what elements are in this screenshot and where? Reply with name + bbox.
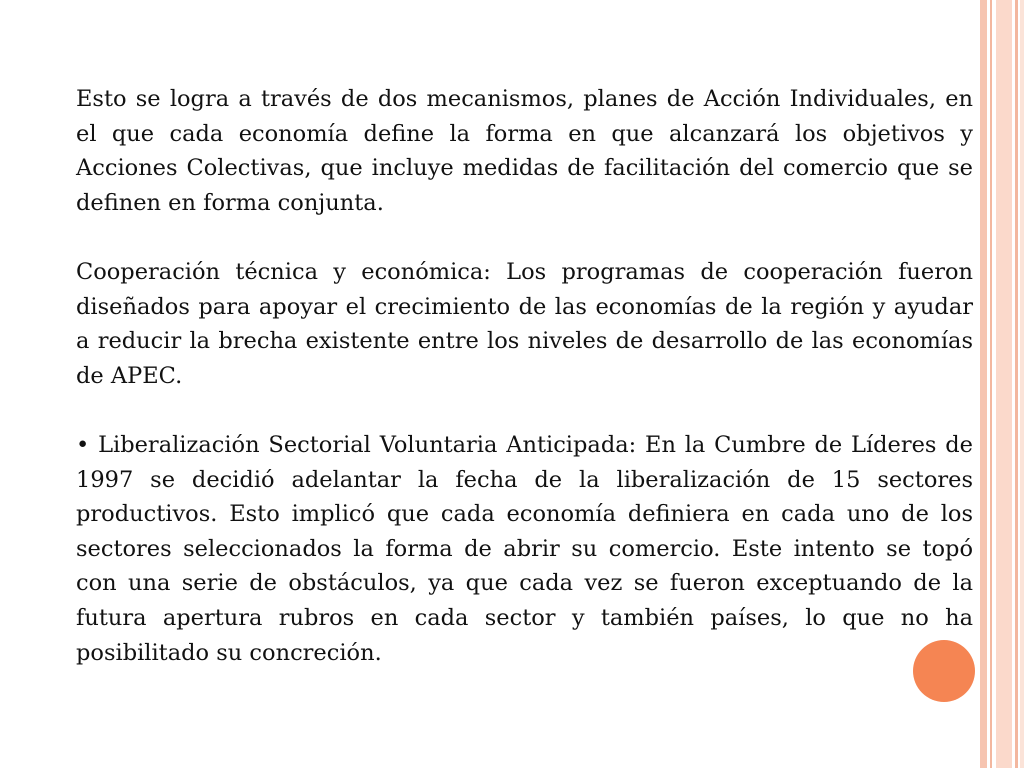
paragraph-mechanisms: Esto se logra a través de dos mecanismos, planes de Acción Individuales, en el que cada economía define la forma en que alcanzará los objetivos y Acciones Colectivas, que incluye medidas de facilitación del comercio que se definen en forma conjunta. <box>76 86 973 216</box>
decorative-circle <box>913 640 975 702</box>
border-stripe <box>1015 0 1018 768</box>
slide-body-text <box>76 82 973 670</box>
border-stripe <box>1020 0 1024 768</box>
border-stripe <box>990 0 992 768</box>
paragraph-cooperation: Cooperación técnica y económica: Los programas de cooperación fueron diseñados para apoyar el crecimiento de las economías de la región y ayudar a reducir la brecha existente entre los niveles de desarrollo de las economías de APEC. <box>76 258 973 389</box>
paragraph-sectoral-liberalization: • Liberalización Sectorial Voluntaria Anticipada: En la Cumbre de Líderes de 1997 se decidió adelantar la fecha de la liberalización de 15 sectores productivos. Esto implicó que cada economía definiera en cada uno de los sectores seleccionados la forma de abrir su comercio. Este intento se topó con una serie de obstáculos, ya que cada vez se fueron exceptuando de la futura apertura rubros en cada sector y también países, lo que no ha posibilitado su concreción. <box>76 431 973 666</box>
border-stripe <box>996 0 1012 768</box>
border-stripe <box>980 0 987 768</box>
